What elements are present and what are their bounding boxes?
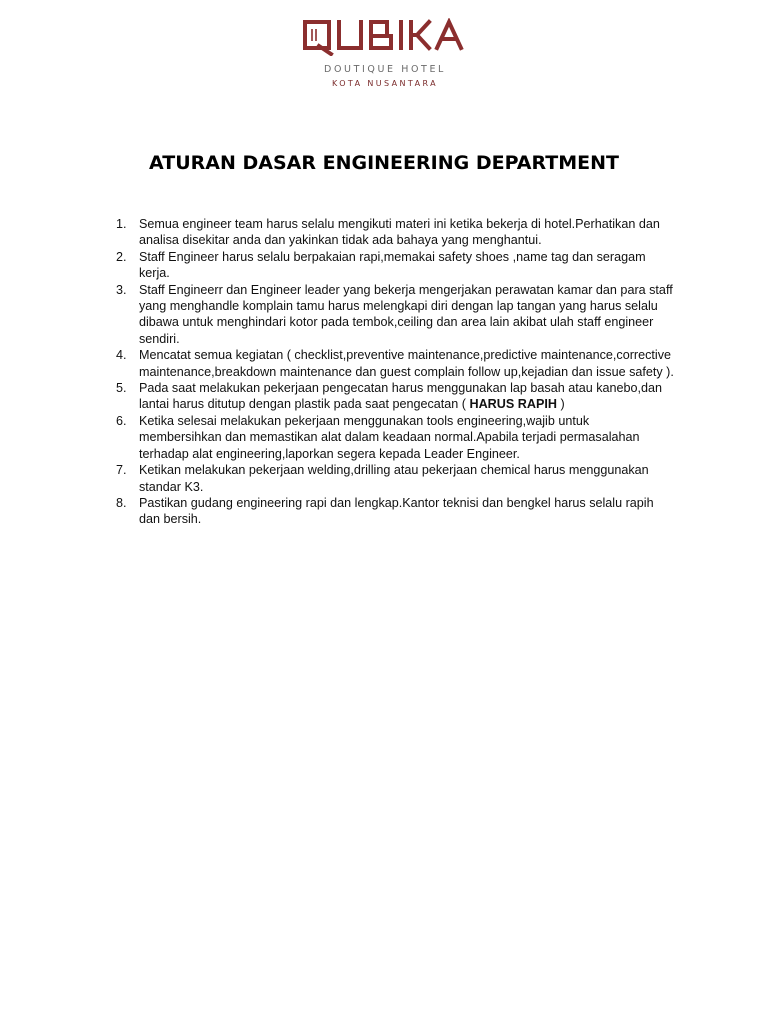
list-number: 4. bbox=[116, 348, 127, 363]
list-number: 5. bbox=[116, 381, 127, 396]
list-text: Mencatat semua kegiatan ( checklist,preventive maintenance,predictive maintenance,corrective maintenance,breakdown maintenance dan guest complain follow up,kejadian dan issue safety ). bbox=[139, 348, 674, 379]
logo-location: KOTA NUSANTARA bbox=[332, 79, 438, 88]
list-text: Semua engineer team harus selalu mengikuti materi ini ketika bekerja di hotel.Perhatikan dan analisa disekitar anda dan yakinkan tidak ada bahaya yang menghantui. bbox=[139, 217, 660, 248]
list-text: Pastikan gudang engineering rapi dan lengkap.Kantor teknisi dan bengkel harus selalu rapih dan bersih. bbox=[139, 495, 654, 527]
list-text-emphasis: HARUS RAPIH bbox=[469, 397, 557, 412]
list-text-tail: ) bbox=[556, 397, 565, 412]
list-item bbox=[111, 347, 675, 380]
list-item bbox=[111, 495, 675, 528]
rules-list bbox=[111, 216, 675, 528]
list-text: Ketikan melakukan pekerjaan welding,drilling atau pekerjaan chemical harus menggunakan standar K3. bbox=[139, 463, 649, 494]
list-number: 8. bbox=[116, 495, 127, 510]
list-item bbox=[111, 413, 675, 462]
list-item bbox=[111, 216, 675, 249]
list-text: Ketika selesai melakukan pekerjaan menggunakan tools engineering,wajib untuk membersihkan dan memastikan alat dalam keadaan normal.Apabila terjadi permasalahan terhadap alat engineering,laporkan segera kepada Leader Engineer. bbox=[139, 413, 640, 461]
list-item bbox=[111, 249, 675, 282]
list-item bbox=[111, 462, 675, 495]
list-text: Pada saat melakukan pekerjaan pengecatan harus menggunakan lap basah atau kanebo,dan lantai harus ditutup dengan plastik pada saat pengecatan ( bbox=[139, 381, 663, 412]
list-item bbox=[111, 380, 675, 413]
hotel-logo bbox=[0, 18, 768, 88]
list-number: 7. bbox=[116, 463, 127, 478]
list-text: Staff Engineerr dan Engineer leader yang bekerja mengerjakan perawatan kamar dan para staff yang menghandle komplain tamu harus melengkapi diri dengan lap tangan yang harus selalu dibawa untuk menghindari kotor pada tembok,ceiling dan area lain akibat ulah staff engineer sendiri. bbox=[139, 282, 673, 346]
list-number: 2. bbox=[116, 249, 127, 264]
list-item bbox=[111, 282, 675, 348]
logo-subtitle: DOUTIQUE HOTEL bbox=[324, 64, 446, 75]
document-title: ATURAN DASAR ENGINEERING DEPARTMENT bbox=[149, 152, 619, 174]
list-number: 6. bbox=[116, 413, 127, 428]
qubika-logo-mark bbox=[301, 18, 467, 56]
list-number: 3. bbox=[116, 282, 127, 297]
list-number: 1. bbox=[116, 217, 127, 231]
list-text: Staff Engineer harus selalu berpakaian rapi,memakai safety shoes ,name tag dan seragam kerja. bbox=[139, 249, 646, 281]
